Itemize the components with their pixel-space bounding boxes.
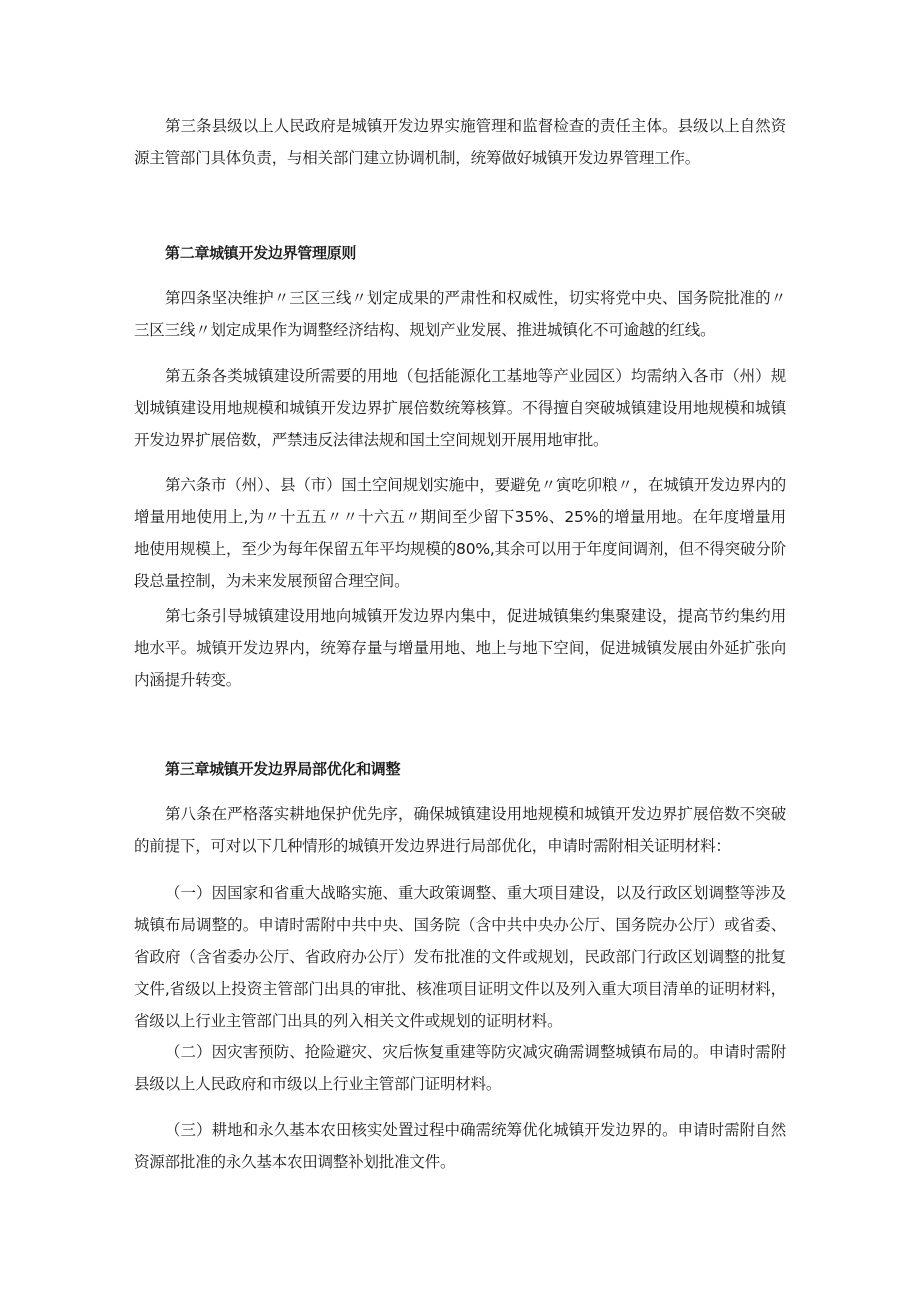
chapter-3-heading: 第三章城镇开发边界局部优化和调整	[165, 760, 401, 778]
article-4-paragraph: 第四条坚决维护〃三区三线〃划定成果的严肃性和权威性，切实将党中央、国务院批准的〃三区三线〃划定成果作为调整经济结构、规划产业发展、推进城镇化不可逾越的红线。	[134, 289, 786, 339]
item-1-paragraph: （一）因国家和省重大战略实施、重大政策调整、重大项目建设，以及行政区划调整等涉及城镇布局调整的。申请时需附中共中央、国务院（含中共中央办公厅、国务院办公厅）或省委、省政府（含省委办公厅、省政府办公厅）发布批准的文件或规划，民政部门行政区划调整的批复文件,省级以上投资主管部门出具的审批、核准项目证明文件以及列入重大项目清单的证明材料，省级以上行业主管部门出具的列入相关文件或规划的证明材料。	[134, 884, 786, 1030]
article-6-paragraph: 第六条市（州）、县（市）国土空间规划实施中，要避免〃寅吃卯粮〃，在城镇开发边界内的增量用地使用上,为〃十五五〃〃十六五〃期间至少留下35%、25%的增量用地。在年度增量用地使用规模上，至少为每年保留五年平均规模的80%,其余可以用于年度间调剂，但不得突破分阶段总量控制，为未来发展预留合理空间。	[134, 476, 786, 590]
item-2-paragraph: （二）因灾害预防、抢险避灾、灾后恢复重建等防灾减灾确需调整城镇布局的。申请时需附县级以上人民政府和市级以上行业主管部门证明材料。	[134, 1043, 786, 1093]
item-3-paragraph: （三）耕地和永久基本农田核实处置过程中确需统筹优化城镇开发边界的。申请时需附自然资源部批准的永久基本农田调整补划批准文件。	[134, 1121, 786, 1171]
article-3-paragraph: 第三条县级以上人民政府是城镇开发边界实施管理和监督检查的责任主体。县级以上自然资源主管部门具体负责，与相关部门建立协调机制，统筹做好城镇开发边界管理工作。	[134, 117, 786, 167]
article-8-paragraph: 第八条在严格落实耕地保护优先序，确保城镇建设用地规模和城镇开发边界扩展倍数不突破的前提下，可对以下几种情形的城镇开发边界进行局部优化，申请时需附相关证明材料：	[134, 805, 786, 855]
article-5-paragraph: 第五条各类城镇建设所需要的用地（包括能源化工基地等产业园区）均需纳入各市（州）规划城镇建设用地规模和城镇开发边界扩展倍数统筹核算。不得擅自突破城镇建设用地规模和城镇开发边界扩展倍数，严禁违反法律法规和国土空间规划开展用地审批。	[134, 367, 786, 449]
chapter-2-heading: 第二章城镇开发边界管理原则	[165, 244, 357, 262]
article-7-paragraph: 第七条引导城镇建设用地向城镇开发边界内集中，促进城镇集约集聚建设，提高节约集约用地水平。城镇开发边界内，统筹存量与增量用地、地上与地下空间，促进城镇发展由外延扩张向内涵提升转变。	[134, 607, 786, 689]
